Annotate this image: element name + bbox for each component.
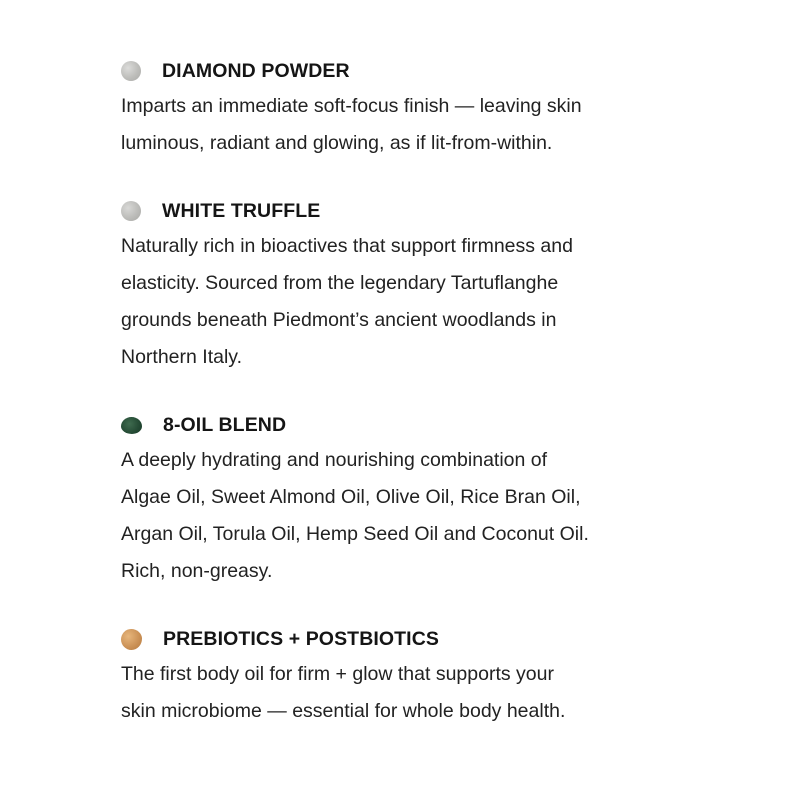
description-line: Algae Oil, Sweet Almond Oil, Olive Oil, Rice Bran Oil, (121, 486, 581, 508)
ingredient-header (121, 196, 701, 226)
oil-drop-swatch-icon (121, 417, 142, 434)
description-line: The first body oil for firm + glow that supports your (121, 663, 554, 685)
diamond-swatch-icon (121, 61, 141, 81)
biotics-swatch-icon (121, 629, 142, 650)
ingredient-list (121, 56, 701, 764)
description-line: A deeply hydrating and nourishing combination of (121, 449, 548, 471)
truffle-swatch-icon (121, 201, 141, 221)
ingredient-header (121, 56, 701, 86)
ingredient-description (121, 228, 701, 376)
ingredient-title: WHITE TRUFFLE (162, 200, 321, 222)
ingredient-8-oil-blend (121, 410, 701, 590)
description-line: Argan Oil, Torula Oil, Hemp Seed Oil and Coconut Oil. (121, 523, 589, 545)
ingredient-description (121, 442, 701, 590)
description-line: Rich, non-greasy. (121, 560, 273, 582)
description-line: Northern Italy. (121, 346, 243, 368)
description-line: Naturally rich in bioactives that support firmness and (121, 235, 573, 257)
ingredient-title: DIAMOND POWDER (162, 60, 350, 82)
description-line: elasticity. Sourced from the legendary Tartuflanghe (121, 272, 559, 294)
description-line: luminous, radiant and glowing, as if lit-from-within. (121, 132, 553, 154)
ingredient-prebiotics-postbiotics (121, 624, 701, 730)
ingredient-diamond-powder (121, 56, 701, 162)
ingredient-white-truffle (121, 196, 701, 376)
ingredient-title: PREBIOTICS + POSTBIOTICS (163, 628, 439, 650)
ingredient-title: 8-OIL BLEND (163, 414, 287, 436)
ingredient-description (121, 88, 701, 162)
description-line: Imparts an immediate soft-focus finish — leaving skin (121, 95, 582, 117)
description-line: skin microbiome — essential for whole body health. (121, 700, 566, 722)
ingredient-description (121, 656, 701, 730)
description-line: grounds beneath Piedmont’s ancient woodlands in (121, 309, 557, 331)
ingredient-header (121, 624, 701, 654)
ingredient-header (121, 410, 701, 440)
